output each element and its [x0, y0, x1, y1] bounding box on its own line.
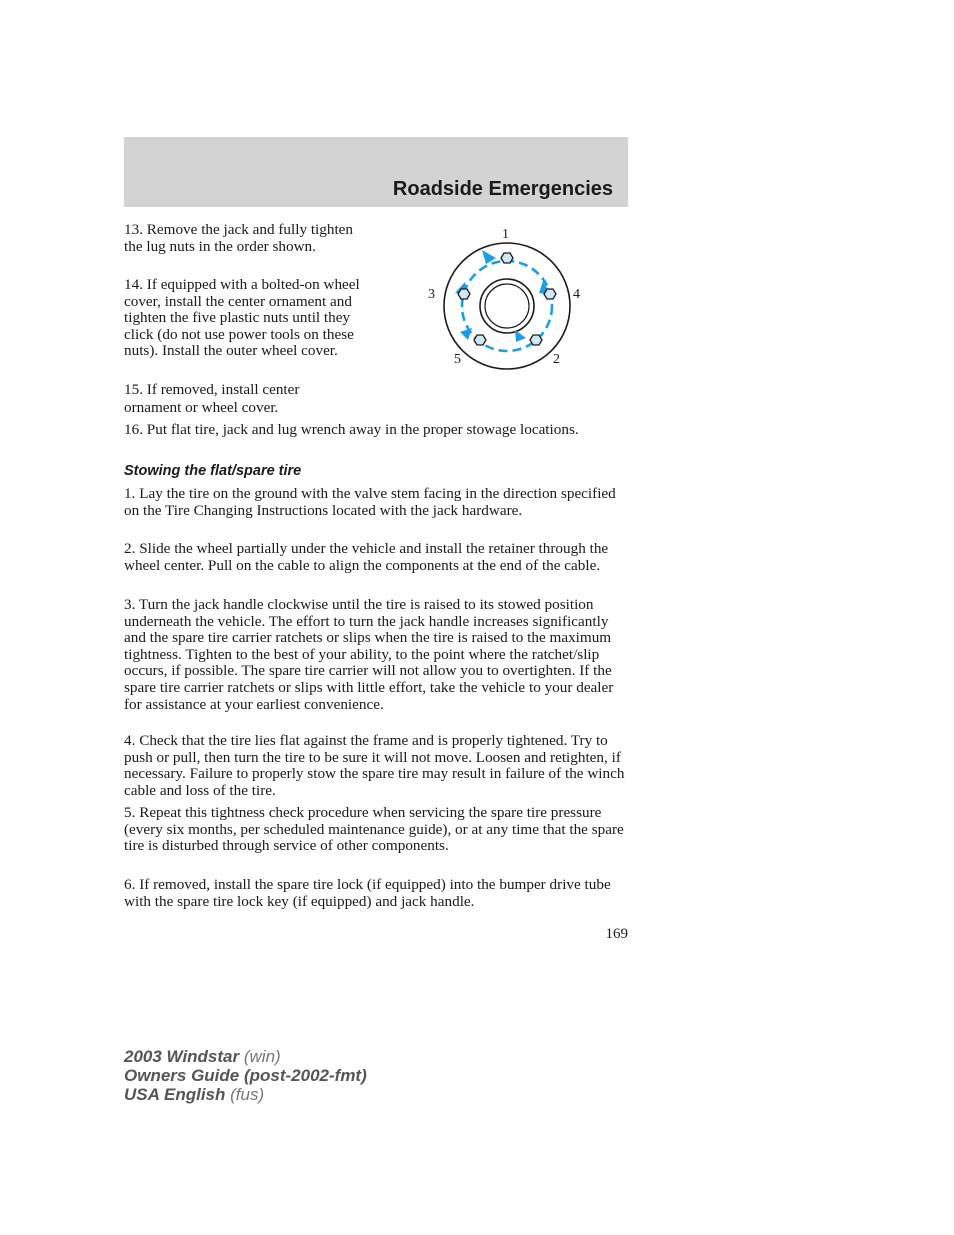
step-15: 15. If removed, install center ornament or wheel cover. — [124, 381, 300, 416]
stow-step-2: 2. Slide the wheel partially under the vehicle and install the retainer through the wheel center. Pull on the cable to align the components at the end of the cable. — [124, 540, 609, 574]
sequence-label-4: 4 — [573, 287, 580, 302]
sequence-label-5: 5 — [454, 352, 461, 367]
footer-line-3 — [124, 1085, 367, 1104]
subheading: Stowing the flat/spare tire — [124, 463, 302, 479]
footer-language-code: (fus) — [230, 1085, 265, 1104]
stow-step-5: 5. Repeat this tightness check procedure when servicing the spare tire pressure (every six months, per scheduled maintenance guide), or at any time that the spare tire is disturbed through service of other components. — [124, 804, 624, 855]
footer-line-1 — [124, 1047, 367, 1066]
stow-step-6: 6. If removed, install the spare tire lock (if equipped) into the bumper drive tube with the spare tire lock key (if equipped) and jack handle. — [124, 876, 611, 910]
lug-nut-icon — [474, 335, 486, 345]
stow-step-4: 4. Check that the tire lies flat against the frame and is properly tightened. Try to push or pull, then turn the tire to be sure it will not move. Loosen and retighten, if necessary. Failure to properly stow the spare tire may result in failure of the winch cable and loss of the tire. — [124, 732, 625, 799]
lug-nuts — [458, 253, 556, 345]
stow-step-1: 1. Lay the tire on the ground with the valve stem facing in the direction specified on the Tire Changing Instructions located with the jack hardware. — [124, 485, 616, 519]
footer-guide: Owners Guide (post-2002-fmt) — [124, 1066, 367, 1085]
document-footer — [124, 1047, 367, 1104]
footer-model-code: (win) — [243, 1047, 281, 1066]
header-band — [124, 137, 628, 207]
sequence-label-2: 2 — [553, 352, 560, 367]
lug-nut-icon — [544, 289, 556, 299]
lug-nut-icon — [458, 289, 470, 299]
wheel-hub-outer — [480, 279, 534, 333]
sequence-label-3: 3 — [428, 287, 435, 302]
lug-nut-icon — [530, 335, 542, 345]
step-16: 16. Put flat tire, jack and lug wrench away in the proper stowage locations. — [124, 421, 579, 438]
stow-step-3: 3. Turn the jack handle clockwise until the tire is raised to its stowed position underneath the vehicle. The effort to turn the jack handle increases significantly and the spare tire carrier ratchets or slips when the tire is raised to the maximum tightness. Tighten to the best of your ability, to the point where the ratchet/slip occurs, if possible. The spare tire carrier will not allow you to overtighten. If the spare tire carrier ratchets or slips with little effort, take the vehicle to your dealer for assistance at your earliest convenience. — [124, 596, 614, 713]
step-13: 13. Remove the jack and fully tighten the lug nuts in the order shown. — [124, 221, 354, 255]
arrow-icon — [460, 328, 472, 340]
footer-line-2 — [124, 1066, 367, 1085]
page-number: 169 — [605, 926, 628, 942]
footer-model: 2003 Windstar — [124, 1047, 240, 1066]
footer-language: USA English — [124, 1085, 226, 1104]
lug-nut-tightening-diagram — [410, 220, 600, 380]
lug-nut-icon — [501, 253, 513, 263]
step-14: 14. If equipped with a bolted-on wheel cover, install the center ornament and tighten the five plastic nuts until they click (do not use power tools on these nuts). Install the outer wheel cover. — [124, 276, 360, 360]
sequence-label-1: 1 — [502, 227, 509, 242]
section-title: Roadside Emergencies — [392, 178, 613, 200]
wheel-hub-inner — [485, 284, 529, 328]
arrow-icon — [515, 330, 526, 342]
